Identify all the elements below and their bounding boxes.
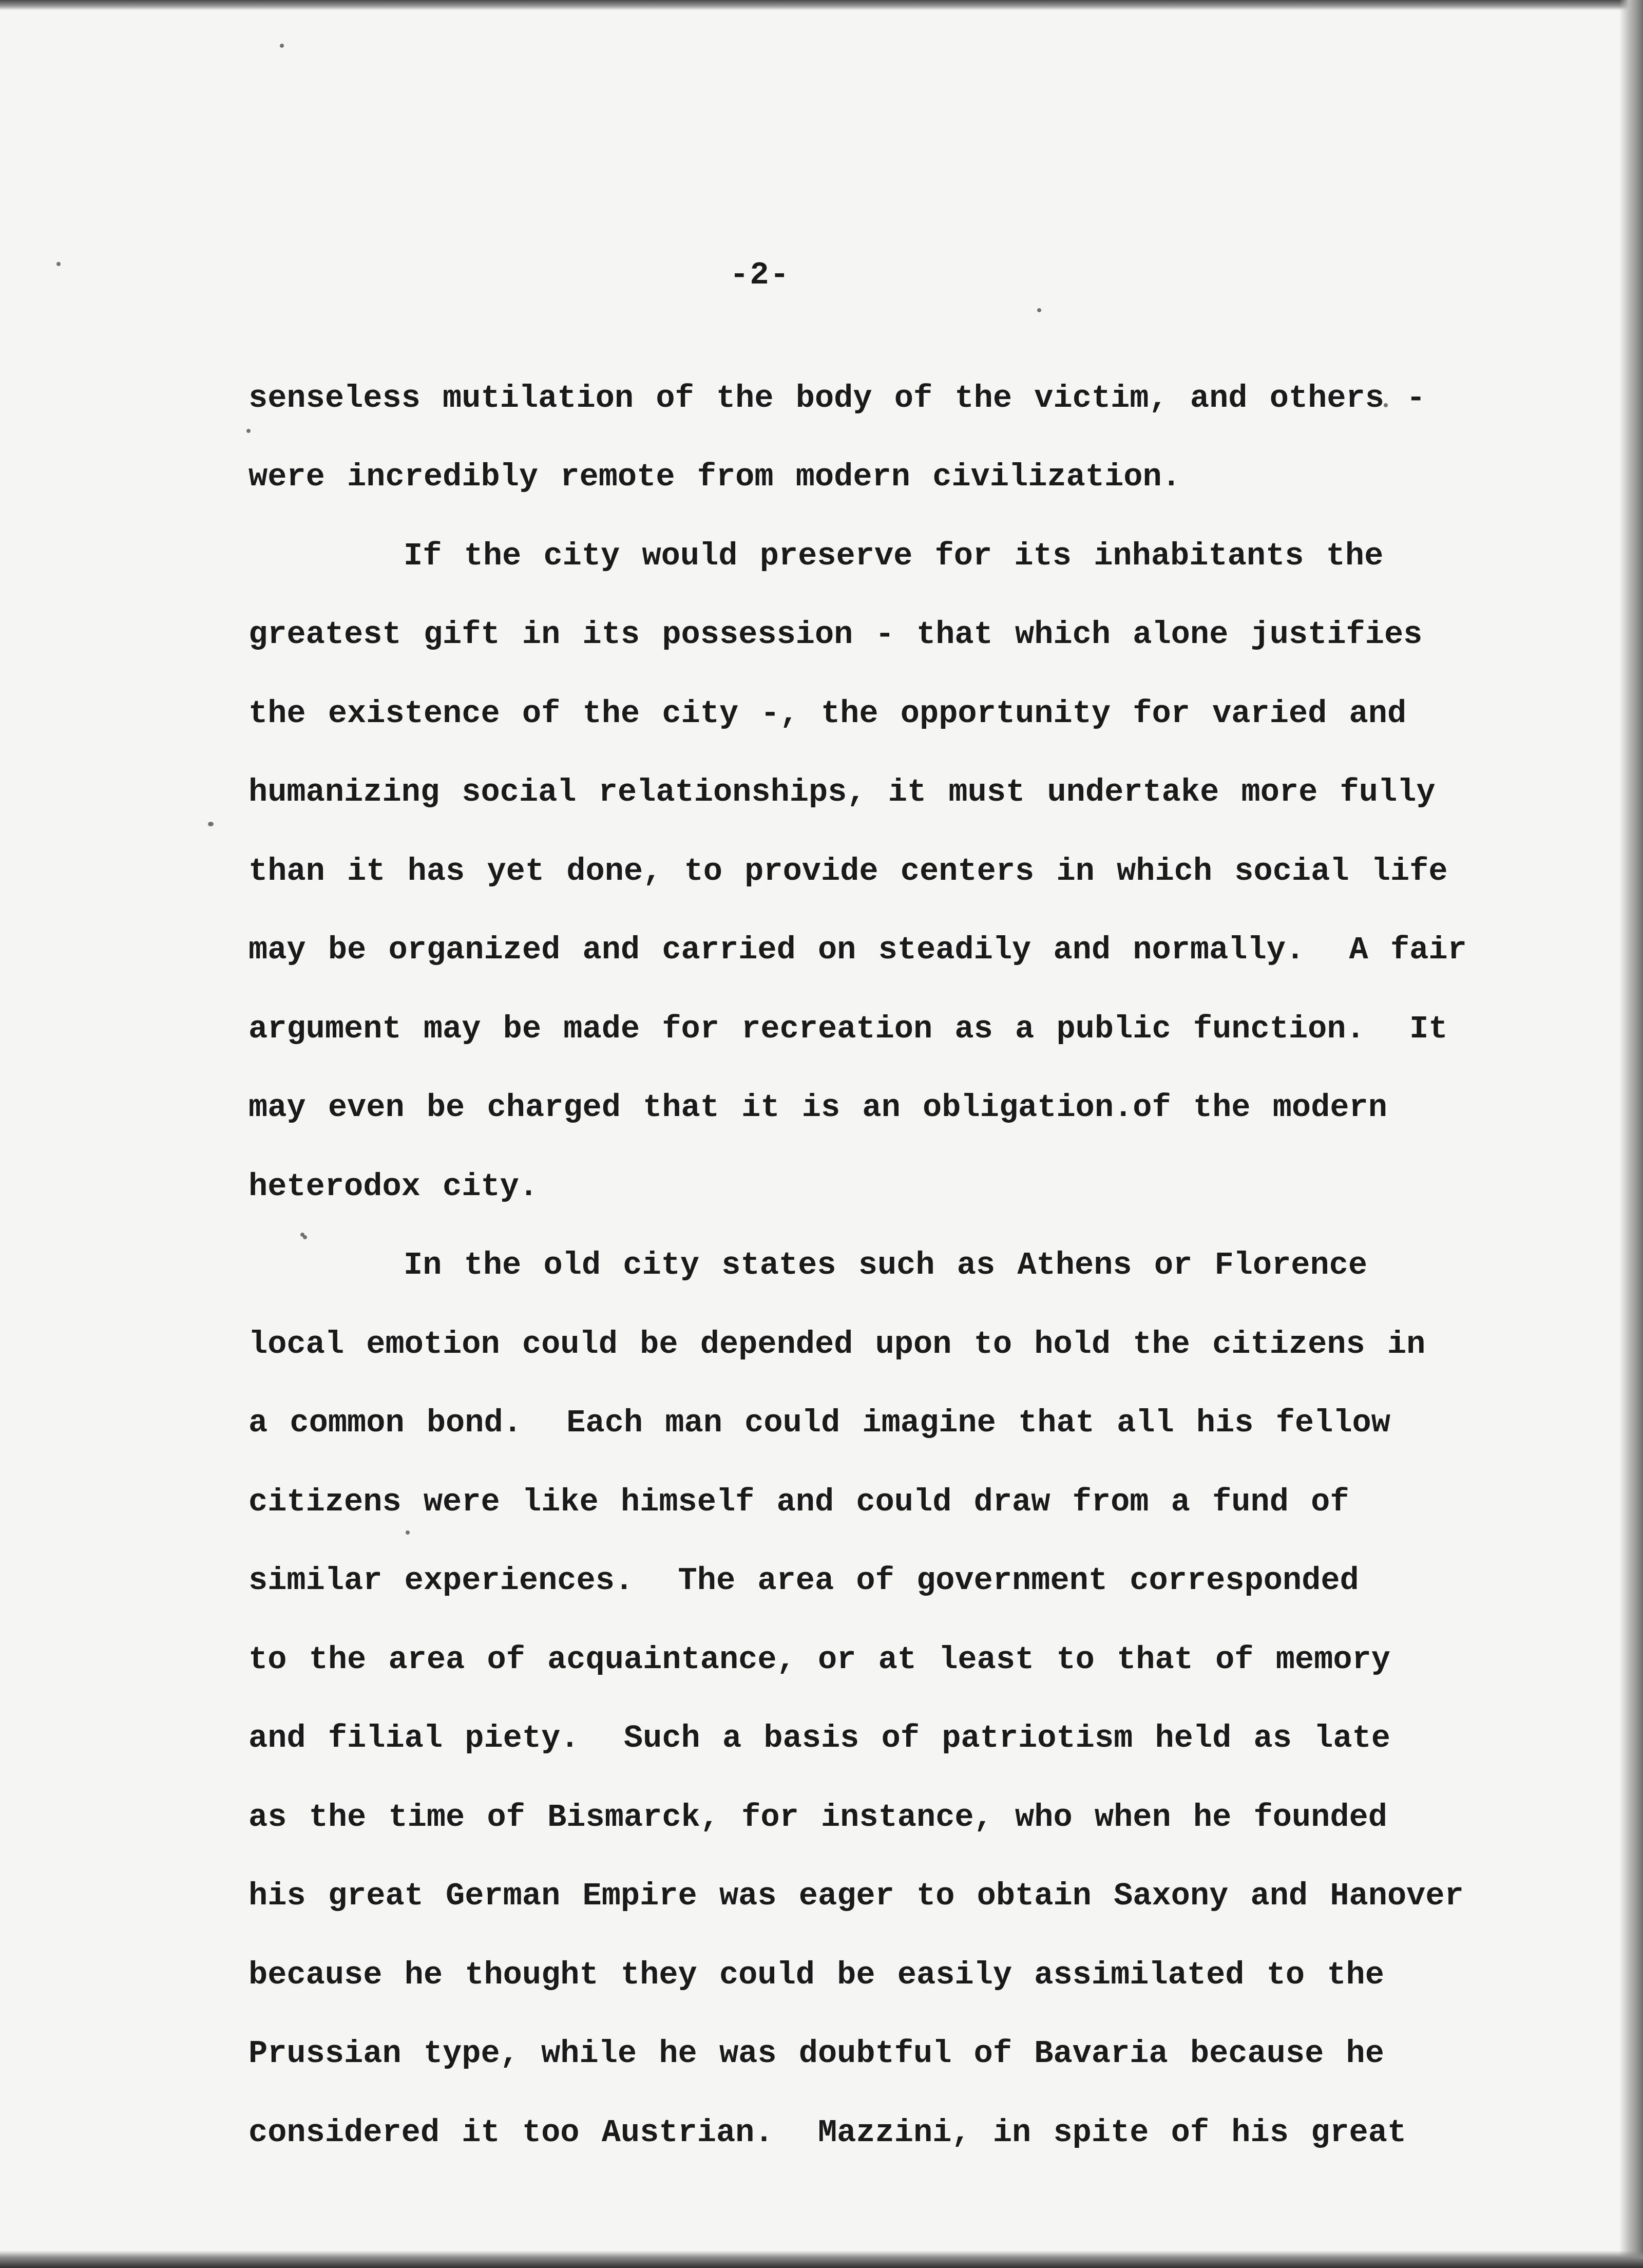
text-line: may even be charged that it is an obligation.of the modern bbox=[249, 1089, 1387, 1126]
scan-speck bbox=[1037, 308, 1041, 312]
scan-edge-bottom bbox=[0, 2251, 1643, 2268]
text-line: were incredibly remote from modern civilization. bbox=[249, 459, 1181, 495]
scan-speck bbox=[280, 44, 284, 48]
text-line: as the time of Bismarck, for instance, who when he founded bbox=[249, 1799, 1387, 1836]
scan-speck bbox=[406, 1530, 410, 1535]
text-line: greatest gift in its possession - that which alone justifies bbox=[249, 616, 1423, 653]
text-line: his great German Empire was eager to obtain Saxony and Hanover bbox=[249, 1878, 1464, 1914]
text-line: heterodox city. bbox=[249, 1168, 539, 1205]
scan-speck bbox=[303, 1235, 307, 1239]
scan-speck bbox=[208, 822, 214, 826]
text-line: the existence of the city -, the opportunity for varied and bbox=[249, 695, 1407, 732]
text-line: senseless mutilation of the body of the victim, and others - bbox=[249, 380, 1426, 417]
text-line: than it has yet done, to provide centers in which social life bbox=[249, 853, 1448, 890]
text-line: to the area of acquaintance, or at least to that of memory bbox=[249, 1641, 1390, 1678]
text-line: considered it too Austrian. Mazzini, in spite of his great bbox=[249, 2114, 1407, 2151]
text-line: citizens were like himself and could draw from a fund of bbox=[249, 1484, 1349, 1520]
text-line: local emotion could be depended upon to hold the citizens in bbox=[249, 1326, 1426, 1363]
scan-speck bbox=[56, 262, 61, 266]
text-line: a common bond. Each man could imagine that all his fellow bbox=[249, 1405, 1390, 1441]
paragraph-first-line: If the city would preserve for its inhabitants the bbox=[404, 538, 1384, 574]
page-number: -2- bbox=[730, 257, 790, 293]
text-line: humanizing social relationships, it must undertake more fully bbox=[249, 774, 1436, 810]
text-line: and filial piety. Such a basis of patriotism held as late bbox=[249, 1720, 1390, 1756]
paragraph-first-line: In the old city states such as Athens or Florence bbox=[404, 1247, 1368, 1283]
scan-edge-top bbox=[0, 0, 1643, 10]
text-line: argument may be made for recreation as a public function. It bbox=[249, 1011, 1448, 1047]
scan-edge-right bbox=[1619, 0, 1643, 2268]
text-line: may be organized and carried on steadily and normally. A fair bbox=[249, 932, 1467, 968]
text-line: because he thought they could be easily assimilated to the bbox=[249, 1957, 1384, 1993]
text-line: Prussian type, while he was doubtful of Bavaria because he bbox=[249, 2035, 1384, 2072]
scan-speck bbox=[246, 429, 251, 433]
text-line: similar experiences. The area of government corresponded bbox=[249, 1562, 1359, 1599]
